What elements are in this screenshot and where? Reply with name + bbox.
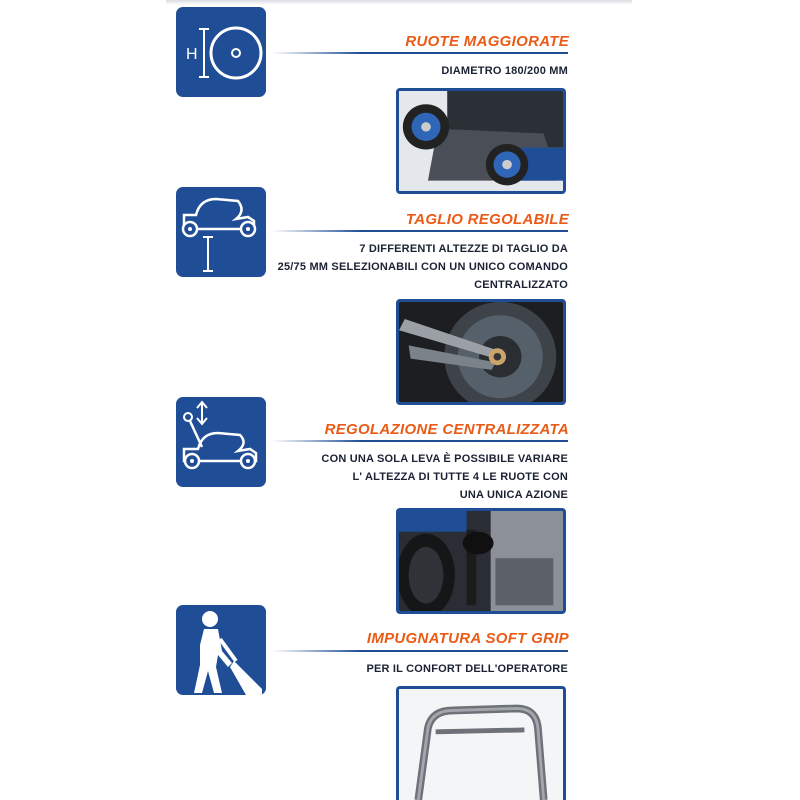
feature-description	[238, 62, 568, 80]
description-line: 25/75 MM SELEZIONABILI CON UN UNICO COMANDO	[277, 261, 568, 273]
divider-line	[272, 230, 568, 232]
description-line: PER IL CONFORT DELL'OPERATORE	[366, 663, 568, 675]
feature-title: IMPUGNATURA SOFT GRIP	[366, 630, 569, 647]
feature-title: RUOTE MAGGIORATE	[405, 33, 569, 50]
feature-description	[238, 660, 568, 678]
divider-line	[272, 440, 568, 442]
feature-title: REGOLAZIONE CENTRALIZZATA	[324, 421, 569, 438]
icon-letter-h: H	[186, 46, 198, 63]
top-fade-line	[166, 0, 632, 5]
operator-icon	[176, 605, 266, 695]
height-lever-photo	[396, 508, 566, 614]
description-line: CON UNA SOLA LEVA È POSSIBILE VARIARE	[321, 453, 568, 465]
description-line: DIAMETRO 180/200 MM	[441, 65, 568, 77]
divider-line	[272, 650, 568, 652]
description-line: L' ALTEZZA DI TUTTE 4 LE RUOTE CON	[352, 471, 568, 483]
wheel-height-icon	[176, 7, 266, 97]
large-wheels-photo	[396, 88, 566, 194]
divider-line	[272, 52, 568, 54]
description-line: CENTRALIZZATO	[474, 279, 568, 291]
feature-title: TAGLIO REGOLABILE	[405, 211, 569, 228]
description-line: 7 DIFFERENTI ALTEZZE DI TAGLIO DA	[359, 243, 568, 255]
feature-description	[238, 450, 568, 504]
feature-description	[238, 240, 568, 294]
blade-photo	[396, 299, 566, 405]
handle-photo	[396, 686, 566, 800]
description-line: UNA UNICA AZIONE	[459, 489, 568, 501]
